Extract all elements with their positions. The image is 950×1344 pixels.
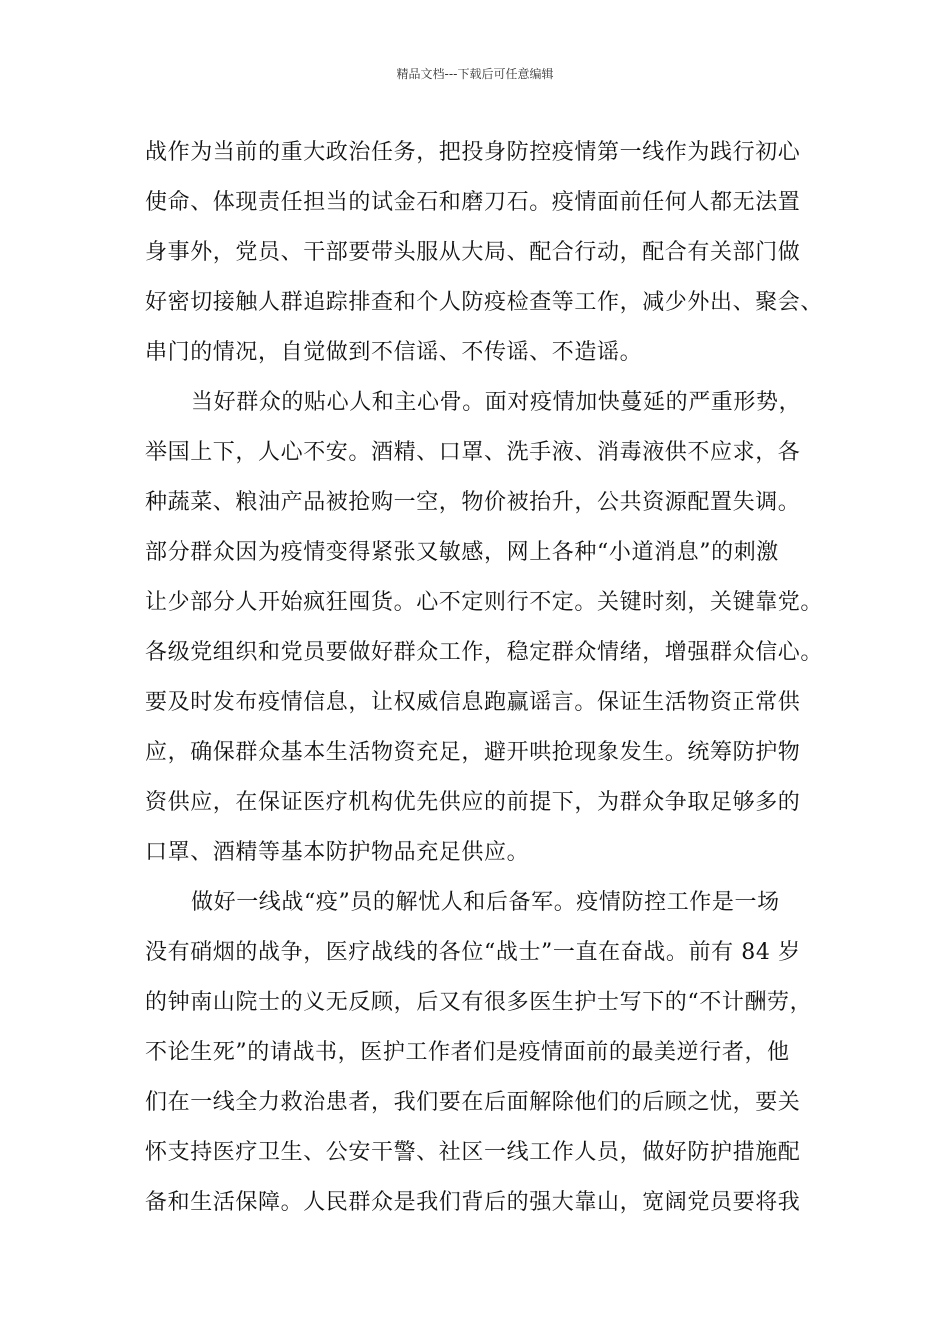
text-line: 身事外，党员、干部要带头服从大局、配合行动，配合有关部门做 <box>145 240 801 265</box>
text-line: 的钟南山院士的义无反顾，后又有很多医生护士写下的“不计酬劳， <box>145 990 813 1015</box>
text-line: 怀支持医疗卫生、公安干警、社区一线工作人员，做好防护措施配 <box>145 1140 801 1165</box>
document-body <box>145 128 825 1228</box>
text-line: 各级党组织和党员要做好群众工作，稳定群众情绪，增强群众信心。 <box>145 640 824 665</box>
paragraph-3 <box>145 878 825 1228</box>
text-line: 战作为当前的重大政治任务，把投身防控疫情第一线作为践行初心 <box>145 140 801 165</box>
text-line: 备和生活保障。人民群众是我们背后的强大靠山，宽阔党员要将我 <box>145 1190 801 1215</box>
text-line: 举国上下，人心不安。酒精、口罩、洗手液、消毒液供不应求，各 <box>145 440 801 465</box>
text-line: 口罩、酒精等基本防护物品充足供应。 <box>145 840 530 865</box>
text-line: 要及时发布疫情信息，让权威信息跑赢谣言。保证生活物资正常供 <box>145 690 801 715</box>
text-line: 串门的情况，自觉做到不信谣、不传谣、不造谣。 <box>145 340 643 365</box>
text-line: 没有硝烟的战争，医疗战线的各位“战士”一直在奋战。前有 84 岁 <box>145 940 801 965</box>
text-line: 们在一线全力救治患者，我们要在后面解除他们的后顾之忧，要关 <box>145 1090 801 1115</box>
paragraph-2 <box>145 378 825 878</box>
text-line: 资供应，在保证医疗机构优先供应的前提下，为群众争取足够多的 <box>145 790 801 815</box>
text-line: 让少部分人开始疯狂囤货。心不定则行不定。关键时刻，关键靠党。 <box>145 590 824 615</box>
text-line: 做好一线战“疫”员的解忧人和后备军。疫情防控工作是一场 <box>191 890 780 915</box>
text-line: 种蔬菜、粮油产品被抢购一空，物价被抬升，公共资源配置失调。 <box>145 490 801 515</box>
text-line: 当好群众的贴心人和主心骨。面对疫情加快蔓延的严重形势， <box>191 390 802 415</box>
text-line: 使命、体现责任担当的试金石和磨刀石。疫情面前任何人都无法置 <box>145 190 801 215</box>
page-header: 精品文档---下载后可任意编辑 <box>396 67 554 81</box>
text-line: 部分群众因为疫情变得紧张又敏感，网上各种“小道消息”的刺激 <box>145 540 779 565</box>
text-line: 不论生死”的请战书，医护工作者们是疫情面前的最美逆行者，他 <box>145 1040 790 1065</box>
text-line: 好密切接触人群追踪排查和个人防疫检查等工作，减少外出、聚会、 <box>145 290 824 315</box>
paragraph-1 <box>145 128 825 378</box>
text-line: 应，确保群众基本生活物资充足，避开哄抢现象发生。统筹防护物 <box>145 740 801 765</box>
